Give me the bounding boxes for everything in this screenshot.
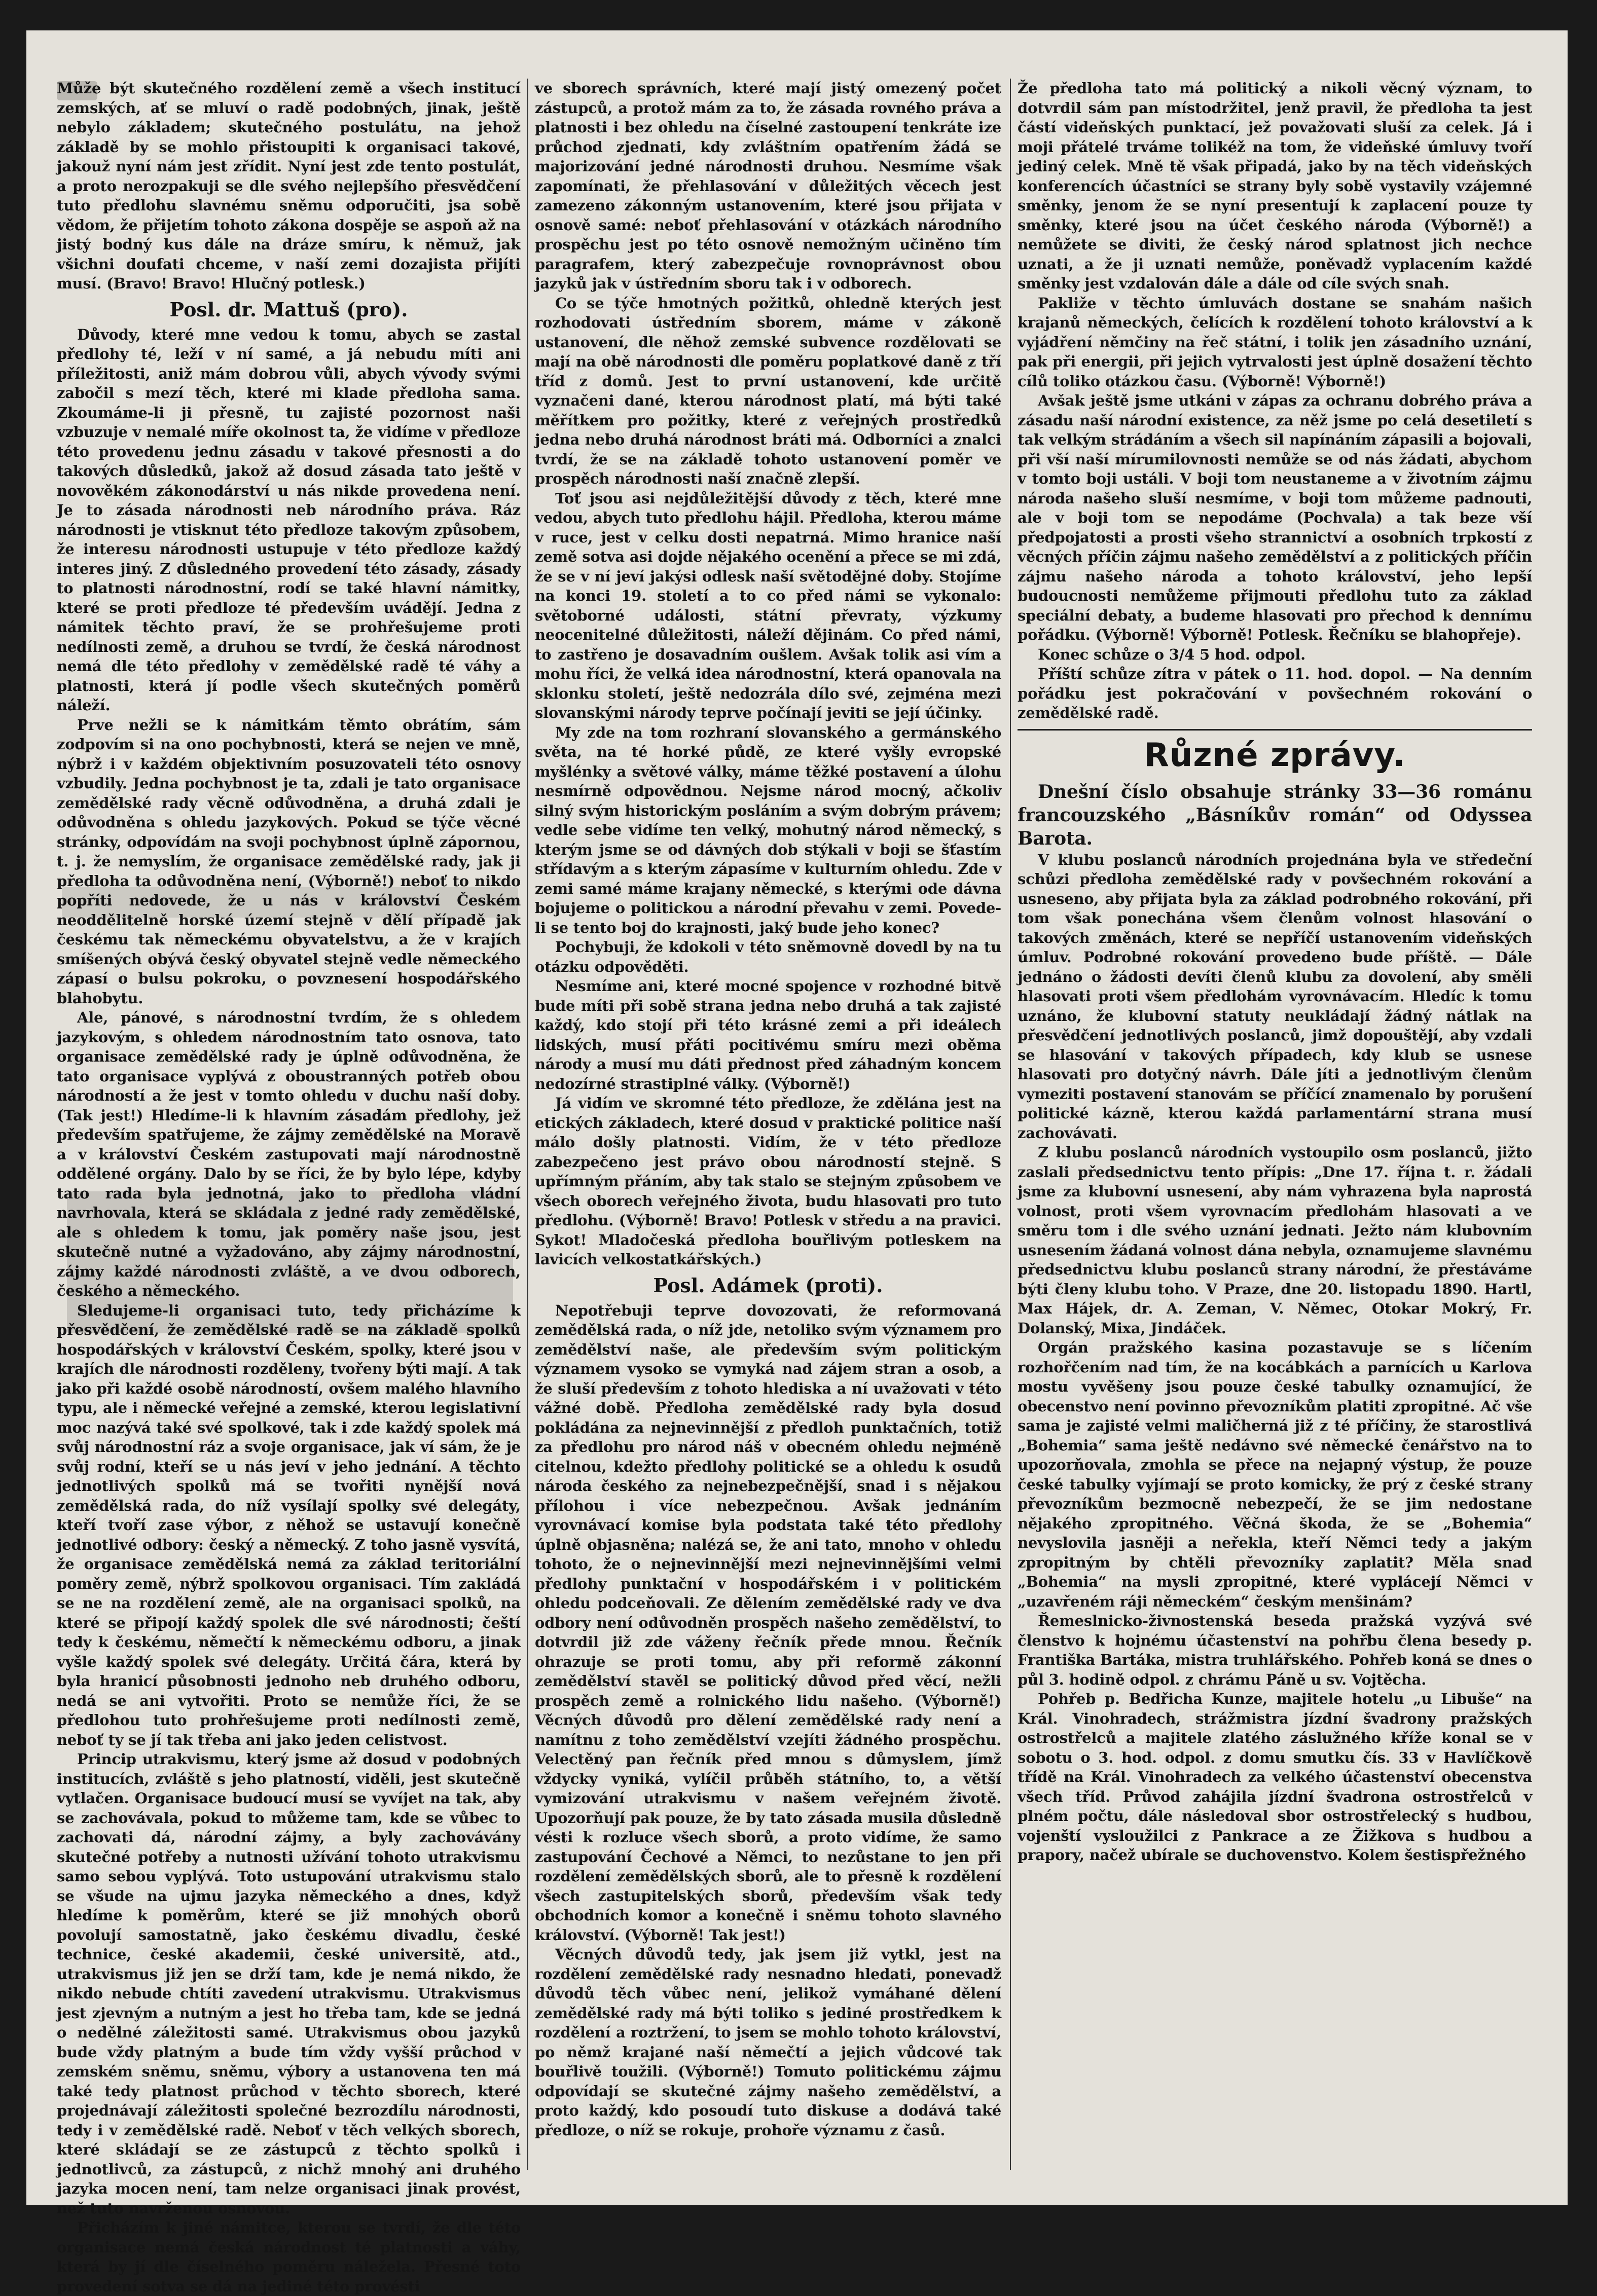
paragraph: Konec schůze o 3/4 5 hod. odpol. (1038, 645, 1305, 663)
ink-smudge (67, 1191, 513, 1333)
ink-smudge (62, 887, 518, 918)
newspaper-page (26, 30, 1568, 2295)
paragraph: Co se týče hmotných požitků, ohledně kterých jest rozhodovati ústředním sborem, máme v zákoně ustanovení, dle něhož zemské subvence rozdělovati se mají na obě národnosti dle poměru poplatkové daně z tří tříd z domů. Jest to první ustanovení, kde určitě vyznačeni dané, kterou národnost platí, má býti také měřítkem pro požitky, které z veřejných prostředků jedna nebo druhá národnost bráti má. Odborníci a znalci tvrdí, že se na základě tohoto ustanovení poměr ve prospěch národnosti naší značně zlepší. (535, 294, 1001, 487)
paragraph: Prve nežli se k námitkám těmto obrátím, sám zodpovím si na ono pochybnosti, která se nejen ve mně, nýbrž i v každém objektivním posuzovateli této osnovy vzbudily. Jedna pochybnost je ta, zdali je tato organisace zemědělské rady věcně odůvodněna, a druhá zdali je odůvodněna s ohledu jazykových. Pokud se týče věcné stránky, odpovídám na svoji pochybnost úplně zápornou, t. j. že nemyslím, že organisace zemědělské rady, jak ji předloha ta odůvodněna není, (Výborně!) neboť to nikdo popříti nedovede, že u nás v království Českém neoddělitelně horské území stejně v dělí případě jak českému tak německému obyvatelstvu, a že v krajích smíšených obývá český obyvatel stejně vedle německého zápasí o bulsu pokroku, o povznesení hospodářského blahobytu. (57, 716, 521, 1007)
paragraph: Přicházím k jiné námitce, kterou se tvrdí, že dle této organisace nemá česká národnost té platnosti a váhy, která by jí dle číselného poměru náležela. Přesné toto provedení sotva se dá na jediné této provésti (57, 2219, 521, 2295)
column-rule (1010, 79, 1011, 2170)
column-rule (527, 79, 528, 2170)
paragraph: Ale, pánové, s národnostní tvrdím, že s ohledem jazykovým, s ohledem národnostním tato osnova, tato organisace zemědělské rady je úplně odůvodněna, že tato organisace vyplývá z oboustranných potřeb obou národností a že jest v tomto ohledu v duchu naší doby. (Tak jest!) Hledíme-li k hlavním zásadám předlohy, jež především spatřujeme, že zájmy zemědělské na Moravě a v království Českém zastupovati mají národnostně oddělené orgány. Dalo by se říci, že by bylo lépe, kdyby tato rada byla jednotná, jako to předloha vládní navrhovala, která se skládala z jedné rady zemědělské, ale s ohledem k tomu, jak poměry naše jsou, jest skutečně nutné a vyžadováno, aby zájmy národnostní, zájmy každé národnosti zvláště, a ve dvou odborech, českého a německého. (57, 1009, 521, 1299)
paragraph: Já vidím ve skromné této předloze, že zdělána jest na etických základech, které dosud v praktické politice naší málo došly platnosti. Vidím, že v této předloze zabezpečeno jest právo obou národností stejně. S upřímným přáním, aby tak stalo se stejným způsobem ve všech oborech veřejného života, budu hlasovati pro tuto předlohu. (Výborně! Bravo! Potlesk v středu a na pravici. Sykot! Mladočeská předloha bouřlivým potleskem na lavicích velkostatkářských.) (535, 1095, 1001, 1268)
intro-paragraph: Dnešní číslo obsahuje stránky 33—36 románu francouzského „Básníkův román“ od Odyssea Barota. (1018, 781, 1532, 849)
column-right (1018, 79, 1532, 2175)
news-item: Pohřeb p. Bedřicha Kunze, majitele hotelu „u Libuše“ na Král. Vinohradech, strážmistra jízdní švadrony pražských ostrostřelců a majitele zlatého záslužného kříže konal se v sobotu o 3. hod. odpol. z domu smutku čís. 33 v Havlíčkově třídě na Král. Vinohradech za velkého účastenství obecenstva všech tříd. Průvod zahájila jízdní švadrona ostrostřelců v plném počtu, dále následoval sbor ostrostřelecký s hudbou, vojenští vysloužilci z Pankrace a ze Žižkova s hudbou a prapory, načež ubírale se duchovenstvo. Kolem šestispřežného (1018, 1690, 1532, 1864)
paragraph: Pakliže v těchto úmluvách dostane se snahám našich krajanů německých, čelících k rozdělení tohoto království a k vyjádření němčiny na řeč státní, i tolik jen zásadního uznání, pak při energii, při jejich vytrvalosti jest úplně dosažení těchto cílů toliko otázkou času. (Výborně! Výborně!) (1018, 294, 1532, 390)
speaker-heading: Posl. Adámek (proti). (653, 1273, 883, 1297)
paragraph: Věcných důvodů tedy, jak jsem již vytkl, jest na rozdělení zemědělské rady nesnadno hledati, ponevadž důvodů těch vůbec není, jelikož vymáhané dělení zemědělské rady má býti toliko s jediné prostředkem k rozdělení a roztržení, to jsem se mohlo tohoto království, po němž krajané naší němečtí a jejich vůdcové tak bouřlivě toužili. (Výborně!) Tomuto politickému zájmu odpovídají se skutečné zájmy našeho zemědělství, a proto každý, kdo posoudí tuto diskuse a dodává také předloze, o níž se rokuje, prohoře významu z časů. (535, 1946, 1001, 2139)
column-left (57, 79, 521, 2295)
section-divider (1018, 729, 1532, 731)
paragraph: Nepotřebuji teprve dovozovati, že reformovaná zemědělská rada, o níž jde, netoliko svým významem pro zemědělství naše, ale především svým politickým významem vysoko se vymyká nad zájem stran a osob, a že sluší především z tohoto hlediska a ní uvažovati v této vážné době. Předloha zemědělské rady byla dosud pokládána za nejnevinnější z předloh punktačních, totiž za předlohu pro národ náš v obecném ohledu nejméně citelnou, kdežto předlohy politické se a ohledu k osudů národa českého za nejnebezpečnější, snad i s nějakou přílohou i více nebezpečnou. Avšak jednáním vyrovnávací komise byla podstata také této předlohy úplně objasněna; nalézá se, že ani tato, mnoho v ohledu tohoto, že o nejnevinnější mezi nejnevinnějšími velmi předlohy punktační v hospodářském i v politickém ohledu podceňovali. Ze dělením zemědělské rady ve dva odbory není odůvodněn prospěch našeho zemědělství, to dotvrdil již zde váženy řečník přede mnou. Řečník ohrazuje se proti tomu, aby při reformě zákonní zemědělství stavěl se politický důvod před věcí, nežli prospěch země a rolnického lidu našeho. (Výborně!) Věcných důvodů pro dělení zemědělské rady není a namítnu z toho zemědělství vzejíti žádného prospěchu. Velectěný pan řečník před mnou s důmyslem, jímž vždycky vyniká, vylíčil průběh státního, to, a větší vymizování utrakvismu v našem veřejném životě. Upozorňují pak pouze, že by tato zásada musila důsledně vésti k rozluce všech sborů, a proto vidíme, že samo zastupování Čechové a Němci, to nezůstane to jen při rozdělení zemědělských sborů, ale to přesně k rozdělení všech zastupitelských sborů, především však tedy obchodních komor a konečně i sněmu tohoto slavného království. (Výborně! Tak jest!) (535, 1301, 1001, 1944)
paragraph: Nesmíme ani, které mocné spojence v rozhodné bitvě bude míti při sobě strana jedna nebo druhá a tak zajisté každý, kdo stojí při této krásné zemi a při ideálech lidských, musí přáti pocitivému smíru mezi oběma národy a musí mu dáti přednost před záhadným koncem nedozírné strastiplné války. (Výborně!) (535, 977, 1001, 1092)
paragraph: Důvody, které mne vedou k tomu, abych se zastal předlohy té, leží v ní samé, a já nebudu míti ani příležitosti, aniž mám dobrou vůli, abych vývody svými zabočil s mezí těch, které mi klade předloha sama. Zkoumáme-li ji přesně, tu zajisté pozornost naši vzbuzuje v nemalé míře okolnost ta, že vidíme v předloze této provedenu jednu zásadu v takové přesnosti a do takových důsledků, jakož až dosud zásada tato ještě v novověkém zákonodárství u nás nikde provedena není. Je to zásada národnosti neb národního práva. Ráz národnosti je vtisknut této předloze takovým způsobem, že interesu národnosti ustupuje v této předloze každý interes jiný. Z důsledného provedení této zásady, zásady to platnosti národnostní, rodí se také hlavní námitky, které se proti předloze té především uvádějí. Jedna z námitek těchto praví, že se prohřešujeme proti nedílnosti země, a druhou se tvrdí, že česká národnost nemá dle této předlohy v zemědělské radě té váhy a platnosti, která jí podle všech skutečných poměrů náleží. (57, 325, 521, 714)
news-item: Orgán pražského kasina pozastavuje se s líčením rozhořčením nad tím, že na kocábkách a parnících u Karlova mostu vyvěšeny jsou pouze české tabulky oznamující, že obecenstvo není povinno převozníkům platiti zpropitné. Ač vše sama je zajisté velmi maličherná již z té příčiny, že starostlivá „Bohemia“ sama ještě nedávno své německé čenářstvo na to upozorňovala, zmohla se přece na nejapný výstup, že pouze české tabulky vyjímají se proto komicky, že prý z české strany převozníkům bezmocně nebezpečí, že se jim nedostane nějakého zpropitného. Věčná škoda, že se „Bohemia“ nevyslovila jasněji a neřekla, kteří Němci tedy a jakým zpropitným by chtěli převozníky zaplatit? Měla snad „Bohemia“ na mysli zpropitné, které vyplácejí Němci v „uzavřeném ráji německém“ českým menšinám? (1018, 1339, 1532, 1610)
paragraph: Že předloha tato má politický a nikoli věcný význam, to dotvrdil sám pan místodržitel, jenž pravil, že předloha ta jest částí videňských punktací, jež považovati sluší za celek. Já i moji přátelé trváme tolikéž na tom, že videňské úmluvy tvoří jediný celek. Mně tě však připadá, jako by na těch videňských konferencích účastníci se strany byly sobě vystavily vzájemné směnky, jenom že se nyní presentují k zaplacení pouze ty směnky, které jsou na účet českého národa (Výborně!) a nemůžete se diviti, že český národ splatnost jich nechce uznati, a že ji uznati nemůže, poněvadž vyplacením každé směnky jest vzdalován dále a dále od cíle svých snah. (1018, 80, 1532, 292)
speaker-heading: Posl. dr. Mattuš (pro). (169, 298, 408, 321)
paragraph: Pochybuji, že kdokoli v této sněmovně dovedl by na tu otázku odpověděti. (535, 938, 1001, 975)
news-item: Řemeslnicko-živnostenská beseda pražská vyzývá své členstvo k hojnému účastenství na pohřbu člena besedy p. Františka Bartáka, mistra truhlářského. Pohřeb koná se dnes o půl 3. hodině odpol. z chrámu Páně u sv. Vojtěcha. (1018, 1612, 1532, 1688)
ink-smudge (57, 81, 97, 100)
paragraph: Princip utrakvismu, který jsme až dosud v podobných institucích, zvláště s jeho platností, viděli, jest skutečně vytlačen. Organisace budoucí musí se vyvíjet na tak, aby se zachovávala, pokud to můžeme tam, kde se vůbec to zachovati dá, národní zájmy, a byly zachovávány skutečné potřeby a nutnosti užívání tohoto utrakvismu samo sebou vyplývá. Toto ustupování utrakvismu stalo se všude na ujmu jazyka německého a dnes, když hledíme k poměrům, které se již mnohých oborů povolují samostatně, jako českému divadlu, české technice, české akademii, české universitě, atd., utrakvismus již jen se drží tam, kde je nemá nikdo, že nikdo nebude chtíti zavedení utrakvismu. Utrakvismus jest zjevným a nutným a jest ho třeba tam, kde se jedná o nedělné záležitosti samé. Utrakvismus obou jazyků bude vždy platným a bude tím vždy vyšší průchod v zemském sněmu, sněmu, výbory a ustanovena ten má také tedy platnost průchod v těchto sborech, které projednávají záležitosti společné bezrozdílu národnosti, tedy i v zemědělské radě. Neboť v těch velkých sborech, které skládají se ze zástupců z těchto spolků i jednotlivců, za zástupců, z nichž mnohý ani druhého jazyka mocen není, tam nelze organisaci jinak provést, než tuto navrženou osnovou. (57, 1751, 521, 2217)
news-item: Z klubu poslanců národních vystoupilo osm poslanců, jižto zaslali předsednictvu tento přípis: „Dne 17. října t. r. žádali jsme za klubovní usnesení, aby nám vyhrazena byla naprostá volnost, proti všem vyrovnacím předlohám hlasovati a ve směru tom i dle svého uznání jednati. Ježto nám klubovním usnesením žádaná volnost dána nebyla, oznamujeme slavnému předsednictvu klubu poslanců strany národní, že přestáváme býti členy klubu toho. V Praze, dne 20. listopadu 1890. Hartl, Max Hájek, dr. A. Zeman, V. Němec, Otokar Mokrý, Fr. Dolanský, Mixa, Jindáček. (1018, 1144, 1532, 1337)
news-item: V klubu poslanců národních projednána byla ve středeční schůzi předloha zemědělské rady v povšechném rokování a usneseno, aby přijata byla za základ podrobného rokování, při tom však ponechána všem členům volnost hlasování o takových změnách, které se nepříčí ustanovením videňských úmluv. Podrobné rokování provedeno bude příště. — Dále jednáno o žádosti devíti členů klubu za dovolení, aby směli hlasovati proti všem předlohám vyrovnávacím. Hledíc k tomu uznáno, že klubovní statuty neukládají žádný nátlak na přesvědčení jednotlivých poslanců, jimž dopouštějí, aby vzdali se hlasování v takových případech, kdy klub se usnese hlasovati pro dotyčný návrh. Dále jíti a jednotlivým členům vymeziti postavení stanovám se příčící znamenalo by porušení politické kázně, kterou každá parlamentární strana musí zachovávati. (1018, 851, 1532, 1142)
paragraph: Sledujeme-li organisaci tuto, tedy přicházíme k přesvědčení, že zemědělské radě se na základě spolků hospodářských v království Českém, spolky, které jsou v krajích dle národnosti rozděleny, tvořeny býti mají. A tak jako při každé osobě národností, ovšem malého hlavního typu, ale i německé veřejné a zemské, kterou legislativní moc nazývá také své spolkové, tak i zde každý spolek má svůj národnostní ráz a svoje organisace, jak ví sám, že je svůj rodní, kteří se u nás jeví v jeho jednání. A těchto jednotlivých spolků má se tvořiti nynější nová zemědělská rada, do níž vysílají spolky své delegáty, kteří tvoří zase výbor, z něhož se ustavují konečně jednotlivé odbory: český a německý. Z toho jasně vysvítá, že organisace zemědělská nemá za základ teritoriální poměry země, nýbrž spolkovou organisaci. Tím zakládá se ne na rozdělení země, ale na organisaci spolků, na které se připojí každý spolek dle své národnosti; čeští tedy k českému, němečtí k německému odboru, a jinak vyšle každý spolek své delegáty. Určitá čára, která by byla hranicí působnosti jednoho neb druhého odboru, nedá se ani vytvořiti. Proto se nemůže říci, že se předlohou tuto prohřešujeme proti nedílnosti země, neboť ty se jí tak třeba ani jako jeden celistvost. (57, 1301, 521, 1748)
paragraph: My zde na tom rozhraní slovanského a germánského světa, na té horké půdě, ze které vyšly evropské myšlénky a světové války, máme těžké postavení a úlohu nesmírně odpovědnou. Nejsme národ mocný, ačkoliv silný svým historickým posláním a svým dobrým právem; vedle sebe vidíme ten velký, mohutný národ německý, s kterým jsme se od dávných dob stýkali v boji se šťastím střídavým a s kterým zápasíme v kulturním ohledu. Zde v zemi samé máme krajany německé, s kterými ode dávna bojujeme o politickou a národní převahu v zemi. Povede-li se tento boj do krajnosti, jaký bude jeho konec? (535, 723, 1001, 936)
section-heading: Různé zprávy. (1144, 736, 1406, 774)
paragraph: Příští schůze zítra v pátek o 11. hod. dopol. — Na denním pořádku jest pokračování v povšechném rokování o zemědělské radě. (1018, 665, 1532, 721)
column-middle (535, 79, 1001, 2175)
paragraph: Může být skutečného rozdělení země a všech institucí zemských, ať se mluví o radě podobných, jinak, ještě nebylo základem; skutečného postulátu, na jehož základě by se mohlo přistoupiti k organisaci takové, jakouž nyní nám jest zřídit. Nyní jest zde tento postulát, a proto nerozpakuji se dle svého nejlepšího přesvědčení tuto předlohu slavnému sněmu odporučiti, jsa sobě vědom, že přijetím tohoto zákona dospěje se aspoň až na jistý bodný kus dále na dráze smíru, k němuž, jak všichni doufati chceme, v naší zemi dozajista přijíti musí. (Bravo! Bravo! Hlučný potlesk.) (57, 80, 521, 292)
paragraph: Avšak ještě jsme utkáni v zápas za ochranu dobrého práva a zásadu naší národní existence, za něž jsme po celá desetiletí s tak velkým strádáním a všech sil napínáním zápasili a bojovali, při vší naší mírumilovnosti nemůže se od nás žádati, abychom v tomto boji ustáli. V boji tom neustaneme a v životním zájmu národa našeho sluší nesmíme, v boji tom můžeme padnouti, ale v boji tom se nepodáme (Pochvala) a tak beze vší předpojatosti a prosti všeho strannictví a osobních trpkostí z věcných příčin zájmu našeho zemědělství a z politických příčin zájmu našeho národa a tohoto království, jeho lepší budoucnosti nemůžeme přijmouti předlohu tuto za základ speciální debaty, a budeme hlasovati pro přechod k dennímu pořádku. (Výborně! Výborně! Potlesk. Řečníku se blahopřeje). (1018, 392, 1532, 643)
paragraph: Toť jsou asi nejdůležitější důvody z těch, které mne vedou, abych tuto předlohu hájil. Předloha, kterou máme v ruce, jest v celku dosti nepatrná. Mimo hranice naší země sotva asi dojde nějakého ocenění a přece se mi zdá, že se v ní jeví jakýsi odlesk naší světodějné doby. Stojíme na konci 19. století a to co před námi se vykonalo: světoborné události, státní převraty, výzkumy neocenitelné důležitosti, náleží dějinám. Co před námi, to zastřeno je dosavadním oušlem. Avšak tolik asi vím a mohu říci, že velká idea národnostní, která opanovala na sklonku století, ještě nedozrála dílo své, zejména mezi slovanskými národy teprve počínají jeviti se její účinky. (535, 489, 1001, 721)
paragraph: ve sborech správních, které mají jistý omezený počet zástupců, a protož mám za to, že zásada rovného práva a platnosti i bez ohledu na číselné zastoupení tenkráte ize průchod zjednati, kdy zvláštním opatřením žádá se majorizování jedné národnosti druhou. Nesmíme však zapomínati, že přehlasování v důležitých věcech jest zamezeno zákonným ustanovením, které jsou přijata v osnově samé: neboť přehlasování v otázkách národního prospěchu jest po této osnově nemožným učiněno tím paragrafem, který zabezpečuje rovnoprávnost obou jazyků jak v ústředním sboru tak i v odborech. (535, 80, 1001, 292)
